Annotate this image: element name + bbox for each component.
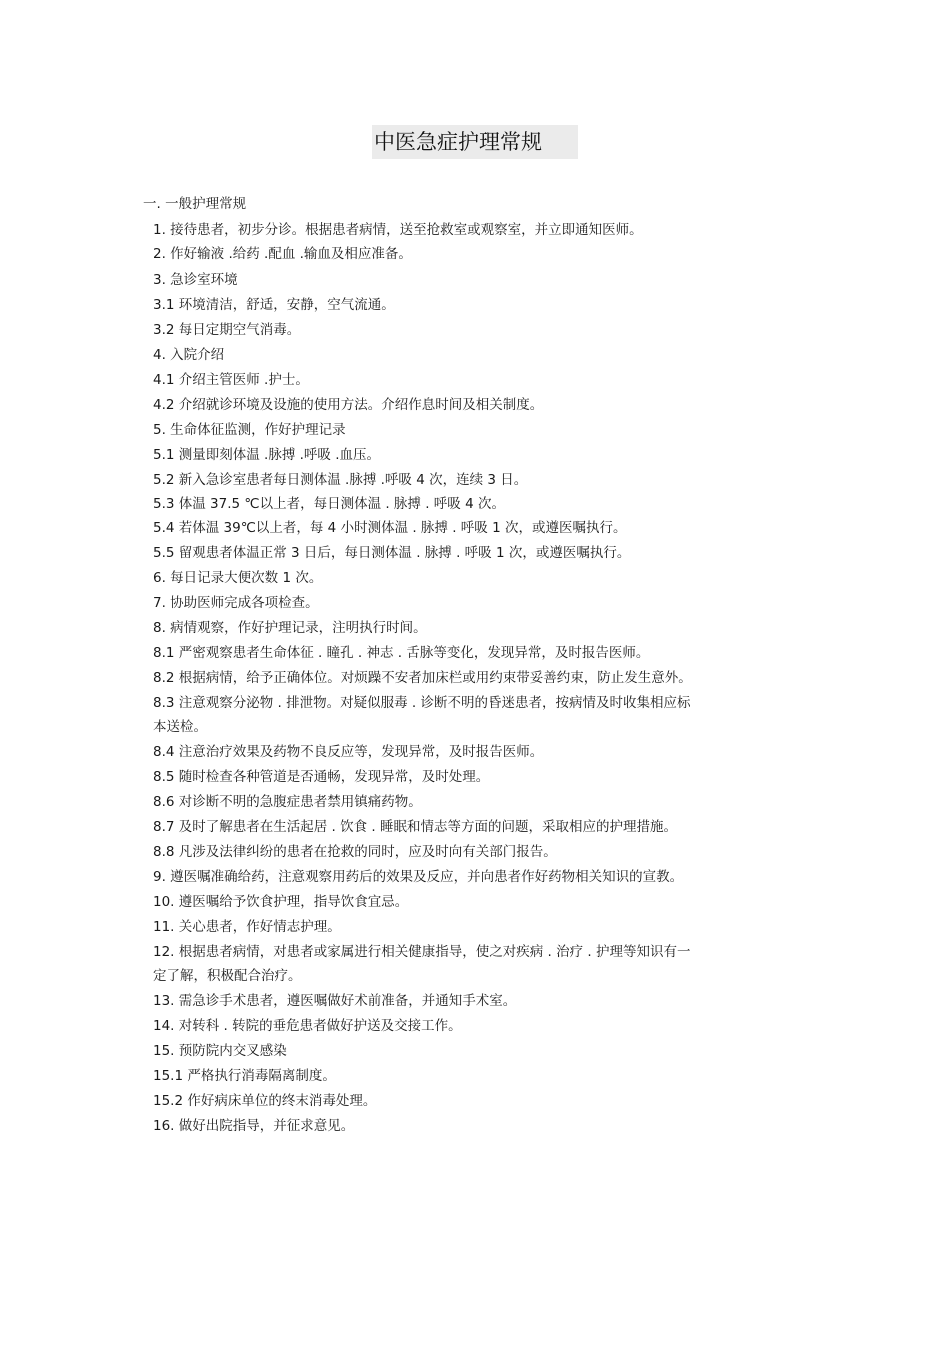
text-line: 13. 需急诊手术患者，遵医嘱做好术前准备，并通知手术室。 (153, 993, 517, 1009)
text-line: 4. 入院介绍 (153, 347, 225, 363)
text-line: 定了解，积极配合治疗。 (153, 968, 302, 984)
text-line: 8.8 凡涉及法律纠纷的患者在抢救的同时，应及时向有关部门报告。 (153, 844, 557, 860)
text-line: 5.3 体温 37.5 ℃以上者，每日测体温 . 脉搏 . 呼吸 4 次。 (153, 496, 505, 512)
text-line: 14. 对转科 . 转院的垂危患者做好护送及交接工作。 (153, 1018, 462, 1034)
text-line: 2. 作好输液 .给药 .配血 .输血及相应准备。 (153, 246, 412, 262)
text-line: 1. 接待患者，初步分诊。根据患者病情，送至抢救室或观察室，并立即通知医师。 (153, 222, 643, 238)
text-line: 12. 根据患者病情，对患者或家属进行相关健康指导，使之对疾病 . 治疗 . 护理等知识有一 (153, 944, 691, 960)
text-line: 3. 急诊室环境 (153, 272, 238, 288)
text-line: 8.1 严密观察患者生命体征 . 瞳孔 . 神志 . 舌脉等变化，发现异常，及时报告医师。 (153, 645, 650, 661)
text-line: 15. 预防院内交叉感染 (153, 1043, 287, 1059)
text-line: 9. 遵医嘱准确给药，注意观察用药后的效果及反应，并向患者作好药物相关知识的宣教。 (153, 869, 684, 885)
text-line: 5.1 测量即刻体温 .脉搏 .呼吸 .血压。 (153, 447, 381, 463)
text-line: 8. 病情观察，作好护理记录，注明执行时间。 (153, 620, 427, 636)
page-title: 中医急症护理常规 (374, 130, 542, 154)
text-line: 15.2 作好病床单位的终末消毒处理。 (153, 1093, 377, 1109)
text-line: 11. 关心患者，作好情志护理。 (153, 919, 341, 935)
text-line: 8.2 根据病情，给予正确体位。对烦躁不安者加床栏或用约束带妥善约束，防止发生意外。 (153, 670, 692, 686)
title-highlight (372, 125, 578, 159)
text-line: 10. 遵医嘱给予饮食护理，指导饮食宜忌。 (153, 894, 409, 910)
text-line: 5. 生命体征监测，作好护理记录 (153, 422, 346, 438)
text-line: 6. 每日记录大便次数 1 次。 (153, 570, 323, 586)
text-line: 3.2 每日定期空气消毒。 (153, 322, 301, 338)
text-line: 3.1 环境清洁，舒适，安静，空气流通。 (153, 297, 395, 313)
text-line: 8.4 注意治疗效果及药物不良反应等，发现异常，及时报告医师。 (153, 744, 544, 760)
section-heading: 一. 一般护理常规 (143, 196, 247, 212)
text-line: 16. 做好出院指导，并征求意见。 (153, 1118, 355, 1134)
text-line: 15.1 严格执行消毒隔离制度。 (153, 1068, 336, 1084)
text-line: 8.6 对诊断不明的急腹症患者禁用镇痛药物。 (153, 794, 422, 810)
text-line: 4.1 介绍主管医师 .护士。 (153, 372, 309, 388)
text-line: 5.5 留观患者体温正常 3 日后，每日测体温 . 脉搏 . 呼吸 1 次，或遵医嘱执行。 (153, 545, 631, 561)
text-line: 本送检。 (153, 719, 207, 735)
text-line: 4.2 介绍就诊环境及设施的使用方法。介绍作息时间及相关制度。 (153, 397, 544, 413)
text-line: 8.3 注意观察分泌物 . 排泄物。对疑似服毒 . 诊断不明的昏迷患者，按病情及时收集相应标 (153, 695, 691, 711)
text-line: 5.2 新入急诊室患者每日测体温 .脉搏 .呼吸 4 次，连续 3 日。 (153, 472, 528, 488)
text-line: 8.7 及时了解患者在生活起居 . 饮食 . 睡眠和情志等方面的问题，采取相应的护理措施。 (153, 819, 678, 835)
text-line: 8.5 随时检查各种管道是否通畅，发现异常，及时处理。 (153, 769, 490, 785)
text-line: 7. 协助医师完成各项检查。 (153, 595, 319, 611)
text-line: 5.4 若体温 39℃以上者，每 4 小时测体温 . 脉搏 . 呼吸 1 次，或遵医嘱执行。 (153, 520, 627, 536)
